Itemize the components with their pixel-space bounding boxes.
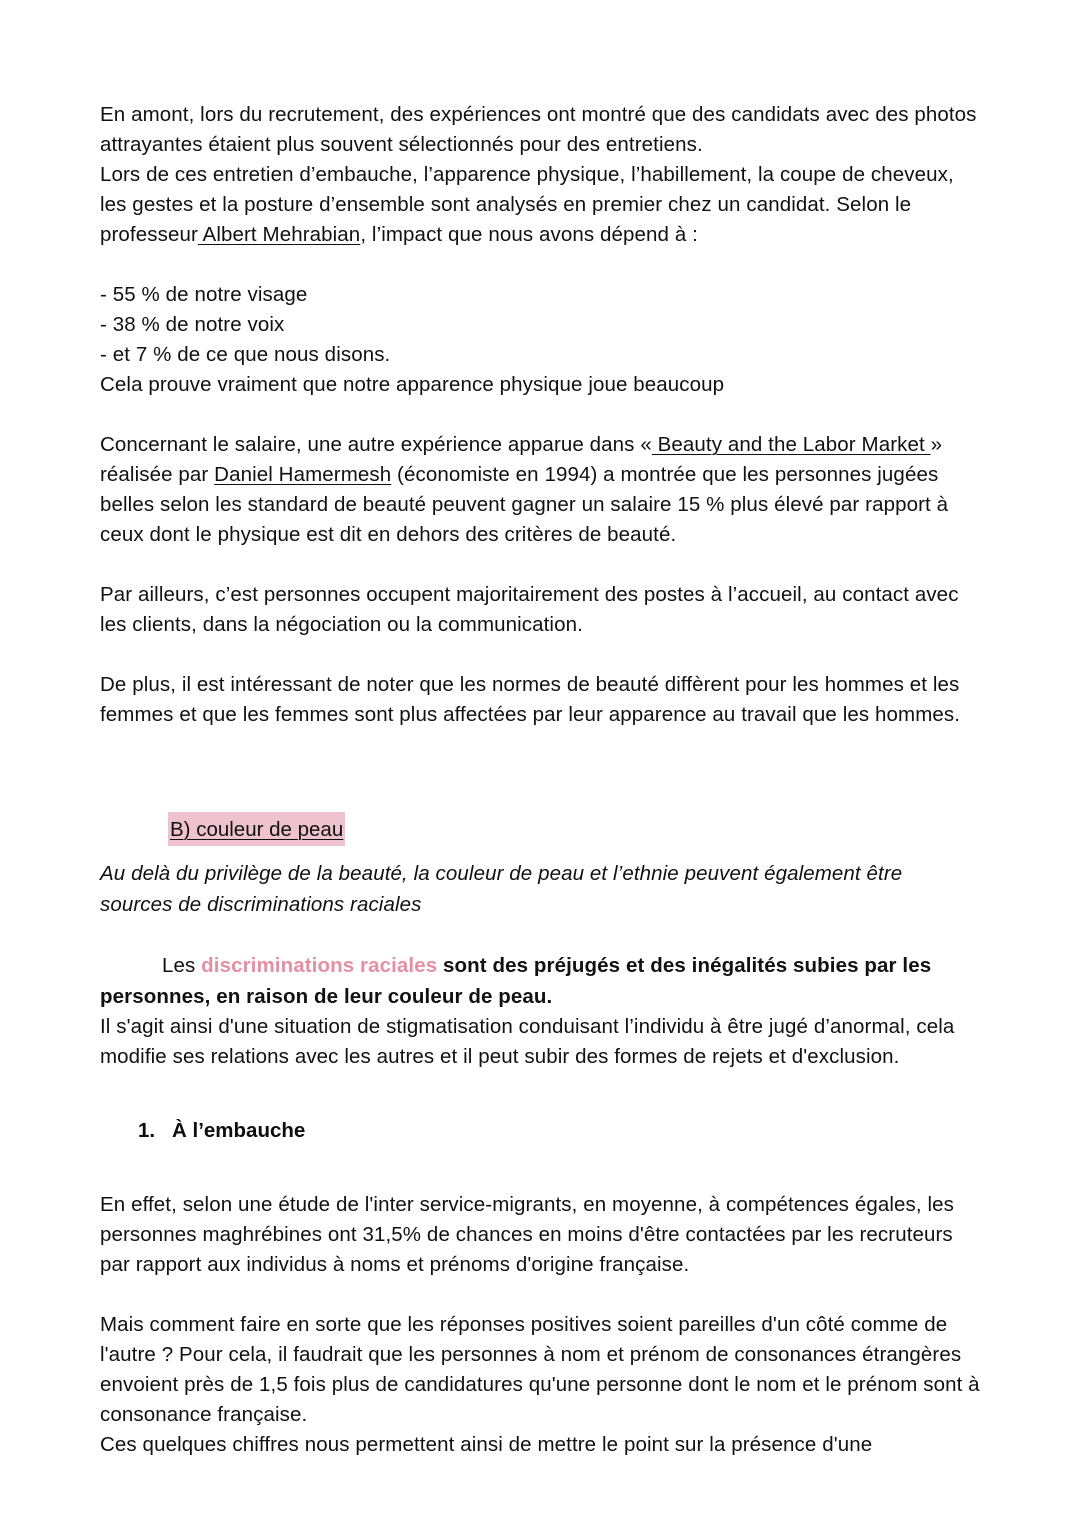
paragraph-salaire-hamermesh — [100, 430, 980, 550]
paragraph-stigmatisation: Il s'agit ainsi d'une situation de stigmatisation conduisant l’individu à être jugé d’anormal, cela modifie ses relations avec les autres et il peut subir des formes de rejets et d'exclusion. — [100, 1015, 955, 1068]
definition-rest: sont des préjugés et des inégalités subies par les personnes, en raison de leur couleur de peau. — [100, 954, 932, 1008]
salaire-segment-2: » réalisée par — [100, 433, 943, 486]
numbered-item-label: À l’embauche — [172, 1119, 306, 1142]
numbered-list-item-embauche — [100, 1116, 980, 1146]
spacer — [100, 1072, 980, 1116]
list-item: - 38 % de notre voix — [100, 313, 285, 336]
salaire-segment-3: (économiste en 1994) a montrée que les personnes jugées belles selon les standard de beauté peuvent gagner un salaire 15 % plus élevé par rapport à ceux dont le physique est dit en dehors des critères de beauté. — [100, 463, 949, 546]
paragraph-intro-recrutement: En amont, lors du recrutement, des expériences ont montré que des candidats avec des photos attrayantes étaient plus souvent sélectionnés pour des entretiens. — [100, 103, 977, 156]
entretien-text-after: , l’impact que nous avons dépend à : — [360, 223, 698, 246]
document-body — [100, 100, 980, 1460]
spacer — [100, 250, 980, 280]
spacer — [100, 846, 980, 858]
paragraph-definition-discriminations — [100, 950, 980, 1012]
paragraph-italic-lead-peau: Au delà du privilège de la beauté, la couleur de peau et l’ethnie peuvent également être sources de discriminations raciales — [100, 862, 903, 916]
section-heading-row — [100, 812, 980, 846]
spacer — [100, 1280, 980, 1310]
definition-pink-term: discriminations raciales — [201, 954, 438, 977]
list-item: - et 7 % de ce que nous disons. — [100, 343, 391, 366]
list-item: - 55 % de notre visage — [100, 283, 308, 306]
definition-lead-word: Les — [162, 954, 202, 977]
underlined-albert-mehrabian: Albert Mehrabian — [197, 223, 361, 246]
paragraph-etude-inter-service-migrants: En effet, selon une étude de l'inter service-migrants, en moyenne, à compétences égales, les personnes maghrébines ont 31,5% de chances en moins d'être contactées par les recruteurs par rapport aux individus à noms et prénoms d'origine française. — [100, 1193, 954, 1276]
spacer — [100, 920, 980, 950]
paragraph-conclusion-chiffres: Ces quelques chiffres nous permettent ainsi de mettre le point sur la présence d'une — [100, 1433, 873, 1456]
spacer — [100, 1146, 980, 1190]
list-mehrabian-percentages — [100, 280, 980, 400]
paragraph-postes-accueil: Par ailleurs, c’est personnes occupent majoritairement des postes à l’accueil, au contact avec les clients, dans la négociation ou la communication. — [100, 583, 959, 636]
underlined-daniel-hamermesh: Daniel Hamermesh — [214, 463, 392, 486]
list-item: Cela prouve vraiment que notre apparence physique joue beaucoup — [100, 373, 725, 396]
spacer — [100, 400, 980, 430]
spacer — [100, 550, 980, 580]
paragraph-normes-beaute-genre: De plus, il est intéressant de noter que les normes de beauté diffèrent pour les hommes et les femmes et que les femmes sont plus affectées par leur apparence au travail que les hommes. — [100, 673, 961, 726]
spacer — [100, 782, 980, 812]
spacer — [100, 640, 980, 670]
salaire-segment-1: Concernant le salaire, une autre expérience apparue dans « — [100, 433, 652, 456]
underlined-beauty-and-the-labor-market: Beauty and the Labor Market — [651, 433, 931, 456]
paragraph-entretien-embauche — [100, 160, 980, 250]
entretien-text-before: Lors de ces entretien d’embauche, l’apparence physique, l’habillement, la coupe de cheveux, les gestes et la posture d’ensemble sont analysés en premier chez un candidat. Selon le professeur — [100, 163, 954, 246]
numbered-item-number: 1. — [138, 1119, 156, 1142]
spacer — [100, 730, 980, 782]
paragraph-reponses-positives: Mais comment faire en sorte que les réponses positives soient pareilles d'un côté comme de l'autre ? Pour cela, il faudrait que les personnes à nom et prénom de consonances étrangères envoient près de 1,5 fois plus de candidatures qu'une personne dont le nom et le prénom sont à consonance française. — [100, 1313, 980, 1426]
section-heading-highlight — [168, 812, 345, 846]
section-heading-label: B) couleur de peau — [170, 818, 344, 841]
